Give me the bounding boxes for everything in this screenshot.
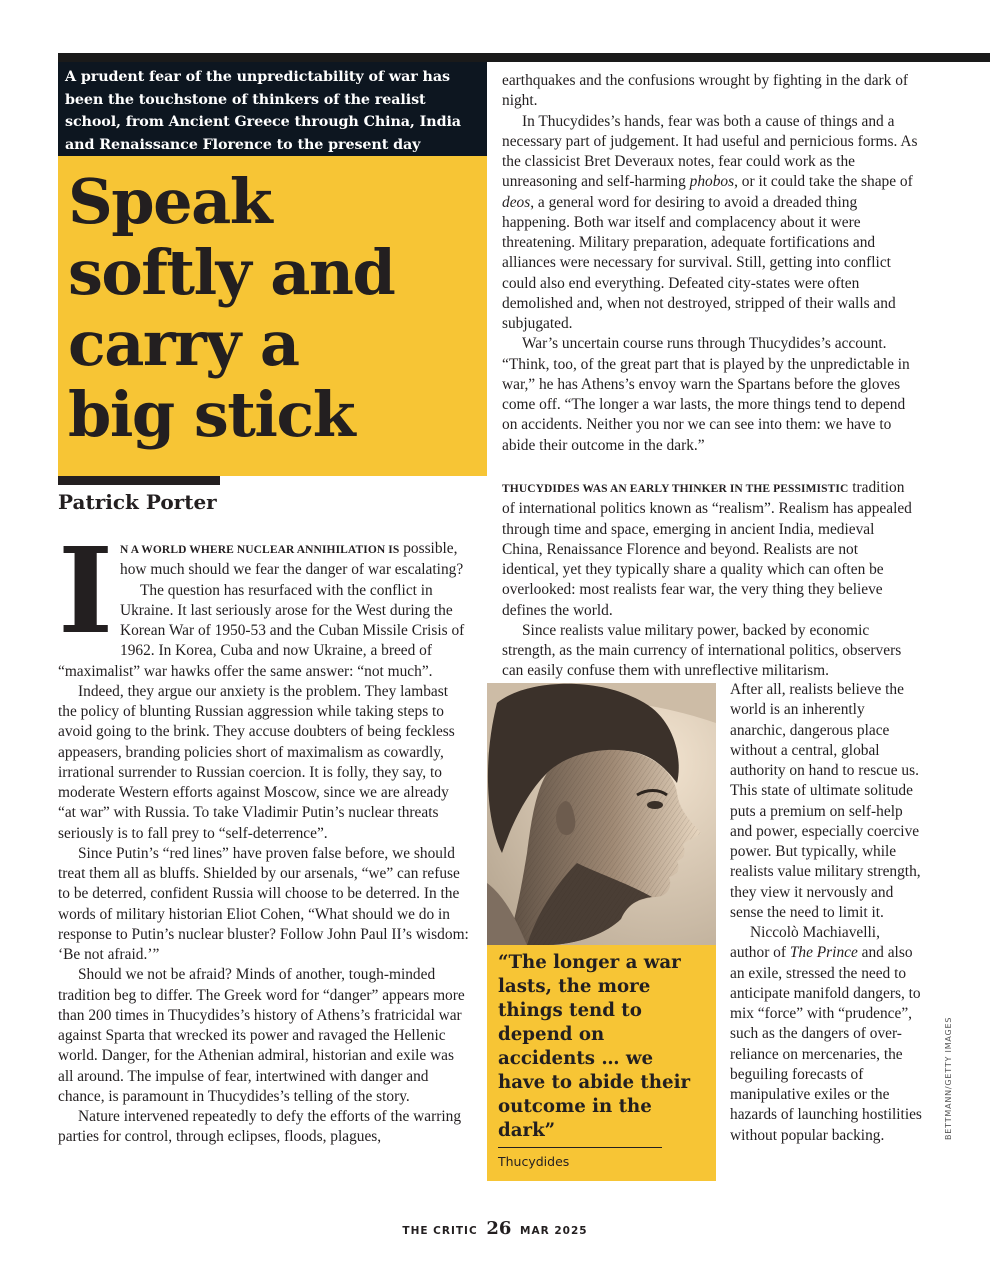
paragraph-text: Niccolò Machiavelli, author of: [730, 924, 880, 962]
paragraph-text: In Thucydides’s hands, fear was both a cause of things and a necessary part of judgement. It had useful and pernicious forms. As the classicist Bret Deveraux notes, fear could work as the unreasoning and self-harming: [502, 112, 918, 191]
drop-cap: I: [58, 521, 114, 660]
section-caps: THUCYDIDES WAS AN EARLY THINKER IN THE PESSIMISTIC: [502, 483, 849, 495]
paragraph: Since realists value military power, backed by economic strength, as the main currency of international politics, observers can easily confuse them with unreflective militarism.: [502, 621, 902, 680]
footer-date: MAR 2025: [520, 1225, 588, 1237]
paragraph: Nature intervened repeatedly to defy the efforts of the warring parties for control, through eclipses, floods, plagues,: [58, 1108, 462, 1146]
paragraph: [502, 112, 918, 335]
article-column-3: [730, 680, 922, 1146]
bust-engraving-image: [487, 683, 716, 945]
paragraph: earthquakes and the confusions wrought by fighting in the dark of night.: [502, 72, 909, 110]
paragraph-text: and also an exile, stressed the need to anticipate manifold dangers, to mix “force” with “prudence”, such as the dangers of over-reliance on mercenaries, the beguiling forecasts of manipulative exiles or the hazards of launching hostilities without popular backing.: [730, 944, 922, 1144]
section-lead: [502, 478, 918, 621]
lead-text: possible, how much should we fear the danger of war escalating?: [120, 540, 464, 579]
paragraph: [730, 923, 922, 1146]
standfirst: A prudent fear of the unpredictability of war has been the touchstone of thinkers of the realist school, from Ancient Greece through China, India and Renaissance Florence to the present day: [58, 62, 487, 156]
pull-quote-rule: [498, 1147, 662, 1148]
pull-quote-box: [487, 945, 716, 1181]
thucydides-bust-photo: [487, 683, 716, 945]
italic-title: The Prince: [789, 944, 858, 962]
italic-term: phobos: [689, 173, 735, 191]
headline-line: Speak: [68, 165, 272, 238]
footer-publication: THE CRITIC: [402, 1225, 478, 1237]
byline-rule: [58, 476, 220, 485]
article-column-2: [502, 71, 918, 456]
headline-line: softly and: [68, 236, 395, 309]
paragraph: After all, realists believe the world is an inherently anarchic, dangerous place without a central, global authority on hand to rescue us. This state of ultimate solitude puts a premium on self-help and power, especially coercive power. But typically, while realists value military strength, they view it nervously and sense the need to limit it.: [730, 681, 921, 921]
paragraph: Since Putin’s “red lines” have proven false before, we should treat them all as bluffs. Shielded by our arsenals, “we” can refuse to be deterred, confident Russia will choose to be deterred. In the words of military historian Eliot Cohen, “What should we do in response to Putin’s nuclear bluster? Follow John Paul II’s wisdom: ‘Be not afraid.’”: [58, 844, 469, 963]
section-text: tradition of international politics known as “realism”. Realism has appealed through time and space, emerging in ancient India, medieval China, Renaissance Florence and beyond. Realists are not identical, yet they typically share a quality which can often be overlooked: most realists fear war, the very thing they believe defines the world.: [502, 479, 912, 619]
lead-caps: N A WORLD WHERE NUCLEAR ANNIHILATION IS: [120, 544, 400, 556]
byline: Patrick Porter: [58, 490, 217, 514]
paragraph: Should we not be afraid? Minds of another, tough-minded tradition beg to differ. The Greek word for “danger” appears more than 200 times in Thucydides’s history of Athens’s fratricidal war against Sparta that wrecked its power and ravaged the Hellenic world. Danger, for the Athenian admiral, historian and exile was all around. The impulse of fear, intertwined with danger and chance, is paramount in Thucydides’s telling of the story.: [58, 966, 465, 1105]
page-footer: [0, 1218, 990, 1239]
headline-line: big stick: [68, 378, 355, 451]
pull-quote-text: “The longer a war lasts, the more things tend to depend on accidents … we have to abide their outcome in the dark”: [498, 952, 691, 1141]
footer-page-number: 26: [486, 1218, 512, 1239]
italic-term: deos: [502, 193, 531, 211]
article-column-2-section: [502, 478, 918, 682]
headline-line: carry a: [68, 307, 299, 380]
paragraph-text: , a general word for desiring to avoid a dreaded thing happening. Both war itself and complacency about it were threatening. Military preparation, adequate fortifications and alliances were necessary for survival. Still, getting into conflict could also end everything. Defeated city-states were often demolished and, when not destroyed, stripped of their walls and subjugated.: [502, 193, 896, 332]
lead-paragraph: [58, 539, 470, 581]
paragraph-text: , or it could take the shape of: [734, 173, 913, 191]
pull-quote-attribution: Thucydides: [498, 1154, 570, 1169]
paragraph: War’s uncertain course runs through Thucydides’s account. “Think, too, of the great part that is played by the unpredictable in war,” he has Athens’s envoy warn the Spartans before the gloves come off. “The longer a war lasts, the more things tend to depend on accidents. Neither you nor we can see into them: we have to abide their outcome in the dark.”: [502, 335, 910, 454]
headline: [68, 166, 488, 450]
article-column-1: [58, 521, 470, 1148]
top-rule: [58, 53, 990, 62]
photo-credit: BETTMANN/GETTY IMAGES: [944, 1016, 953, 1140]
paragraph: The question has resurfaced with the conflict in Ukraine. It last seriously arose for the West during the Korean War of 1950-53 and the Cuban Missile Crisis of 1962. In Korea, Cuba and now Ukraine, a breed of “maximalist” war hawks offer the same answer: “not much”.: [58, 581, 465, 680]
paragraph: Indeed, they argue our anxiety is the problem. They lambast the policy of blunting Russian aggression while taking steps to avoid going to the brink. They accuse doubters of being feckless appeasers, branding policies short of maximalism as cowardly, irrational surrender to Russian coercion. It is folly, they say, to moderate Western efforts against Moscow, since we are already “at war” with Russia. To take Vladimir Putin’s nuclear threats seriously is to fall prey to “self-deterrence”.: [58, 682, 455, 842]
